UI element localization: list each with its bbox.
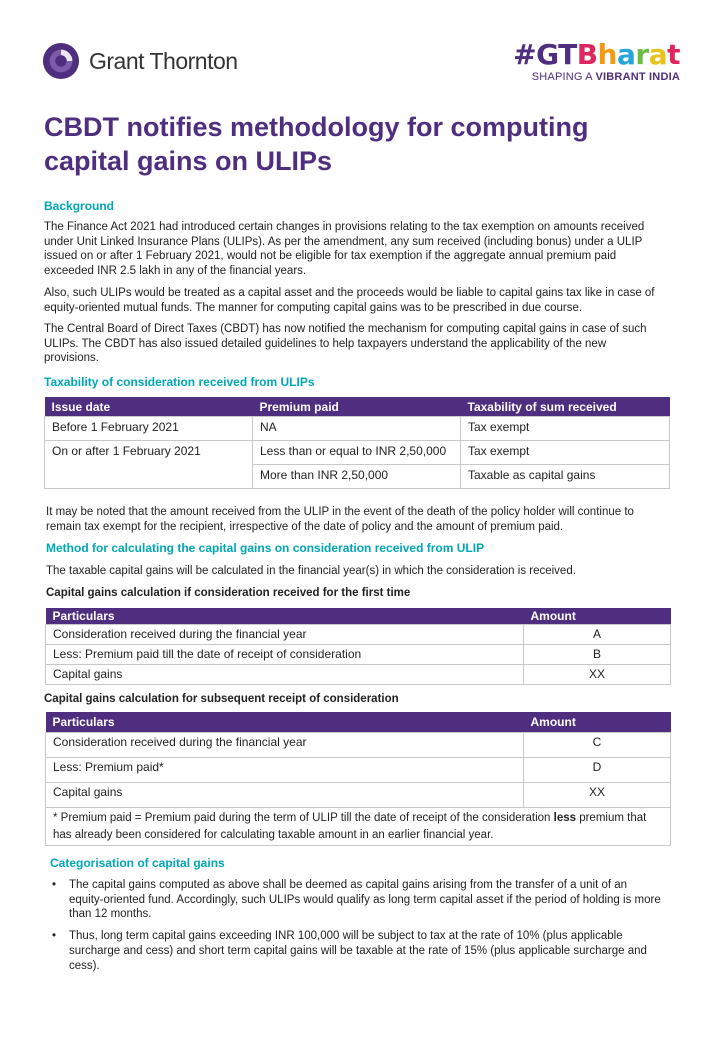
taxability-table — [44, 397, 670, 489]
tagline: SHAPING A VIBRANT INDIA — [531, 71, 680, 83]
brand-name: Grant Thornton — [89, 47, 238, 74]
table-row: Consideration received during the financial year A — [46, 625, 671, 645]
grant-thornton-logo-icon — [42, 42, 80, 80]
header — [0, 0, 720, 100]
page-title: CBDT notifies methodology for computing capital gains on ULIPs — [44, 112, 589, 176]
grant-thornton-logo — [42, 42, 238, 80]
table-row: Before 1 February 2021 NA Tax exempt — [45, 417, 670, 441]
table-row: Less: Premium paid* D — [46, 758, 671, 783]
background-paragraph-1: The Finance Act 2021 had introduced certain changes in provisions relating to the tax exemption on amounts received under Unit Linked Insurance Plans (ULIPs). As per the amendment, any sum received (including bonus) under a ULIP issued on or after 1 February 2021, would not be eligible for tax exemption if the aggregate annual premium paid exceeded INR 2.5 lakh in any of the financial years. — [44, 221, 645, 278]
table-row: Capital gains XX — [46, 783, 671, 808]
background-paragraph-2: Also, such ULIPs would be treated as a capital asset and the proceeds would be liable to capital gains tax like in case of equity-oriented mutual funds. The manner for computing capital gains was to be prescribed in due course. — [44, 287, 655, 314]
background-paragraph-3: The Central Board of Direct Taxes (CBDT) has now notified the mechanism for computing capital gains in case of such ULIPs. The CBDT has also issued detailed guidelines to help taxpayers understand the applicability of the new provisions. — [44, 323, 647, 365]
table-row: On or after 1 February 2021 Less than or equal to INR 2,50,000 Tax exempt — [45, 441, 670, 465]
table-row: Less: Premium paid till the date of receipt of consideration B — [46, 645, 671, 665]
footnote: * Premium paid = Premium paid during the term of ULIP till the date of receipt of the consideration less premium that has already been considered for calculating taxable amount in an earlier financial year. — [46, 808, 671, 846]
table-footnote-row — [46, 808, 671, 846]
taxability-heading: Taxability of consideration received from ULIPs — [44, 375, 315, 389]
background-heading: Background — [44, 199, 115, 213]
table-header: Particulars — [46, 608, 524, 625]
table-header: Taxability of sum received — [461, 397, 670, 417]
table-header: Issue date — [45, 397, 253, 417]
subsequent-heading: Capital gains calculation for subsequent receipt of consideration — [44, 693, 399, 705]
taxability-note: It may be noted that the amount received from the ULIP in the event of the death of the policy holder will continue to remain tax exempt for the recipient, irrespective of the date of policy and the amount of premium paid. — [46, 506, 634, 533]
categorisation-heading: Categorisation of capital gains — [50, 856, 225, 870]
table-header: Premium paid — [253, 397, 461, 417]
gtbharat-hashtag: #GTBharat — [513, 38, 680, 71]
table-row: More than INR 2,50,000 Taxable as capital gains — [45, 465, 670, 489]
method-intro: The taxable capital gains will be calculated in the financial year(s) in which the consideration is received. — [46, 565, 576, 577]
first-time-heading: Capital gains calculation if consideration received for the first time — [46, 587, 411, 599]
table-header: Amount — [524, 712, 671, 733]
table-row: Capital gains XX — [46, 665, 671, 685]
table-header: Particulars — [46, 712, 524, 733]
subsequent-table — [45, 712, 671, 846]
categorisation-list — [44, 878, 664, 973]
list-item: • Thus, long term capital gains exceeding INR 100,000 will be subject to tax at the rate of 10% (plus applicable surcharge and cess) and short term capital gains will be taxable at the rate of 15% (plus applicable surcharge and cess). — [44, 929, 664, 973]
first-time-table — [45, 608, 671, 685]
method-heading: Method for calculating the capital gains on consideration received from ULIP — [46, 541, 485, 555]
table-row: Consideration received during the financial year C — [46, 733, 671, 758]
list-item: • The capital gains computed as above shall be deemed as capital gains arising from the transfer of a unit of an equity-oriented fund. Accordingly, such ULIPs would qualify as long term capital asset if the period of holding is more than 12 months. — [44, 878, 664, 922]
gtbharat-logo — [513, 40, 680, 83]
table-header: Amount — [524, 608, 671, 625]
